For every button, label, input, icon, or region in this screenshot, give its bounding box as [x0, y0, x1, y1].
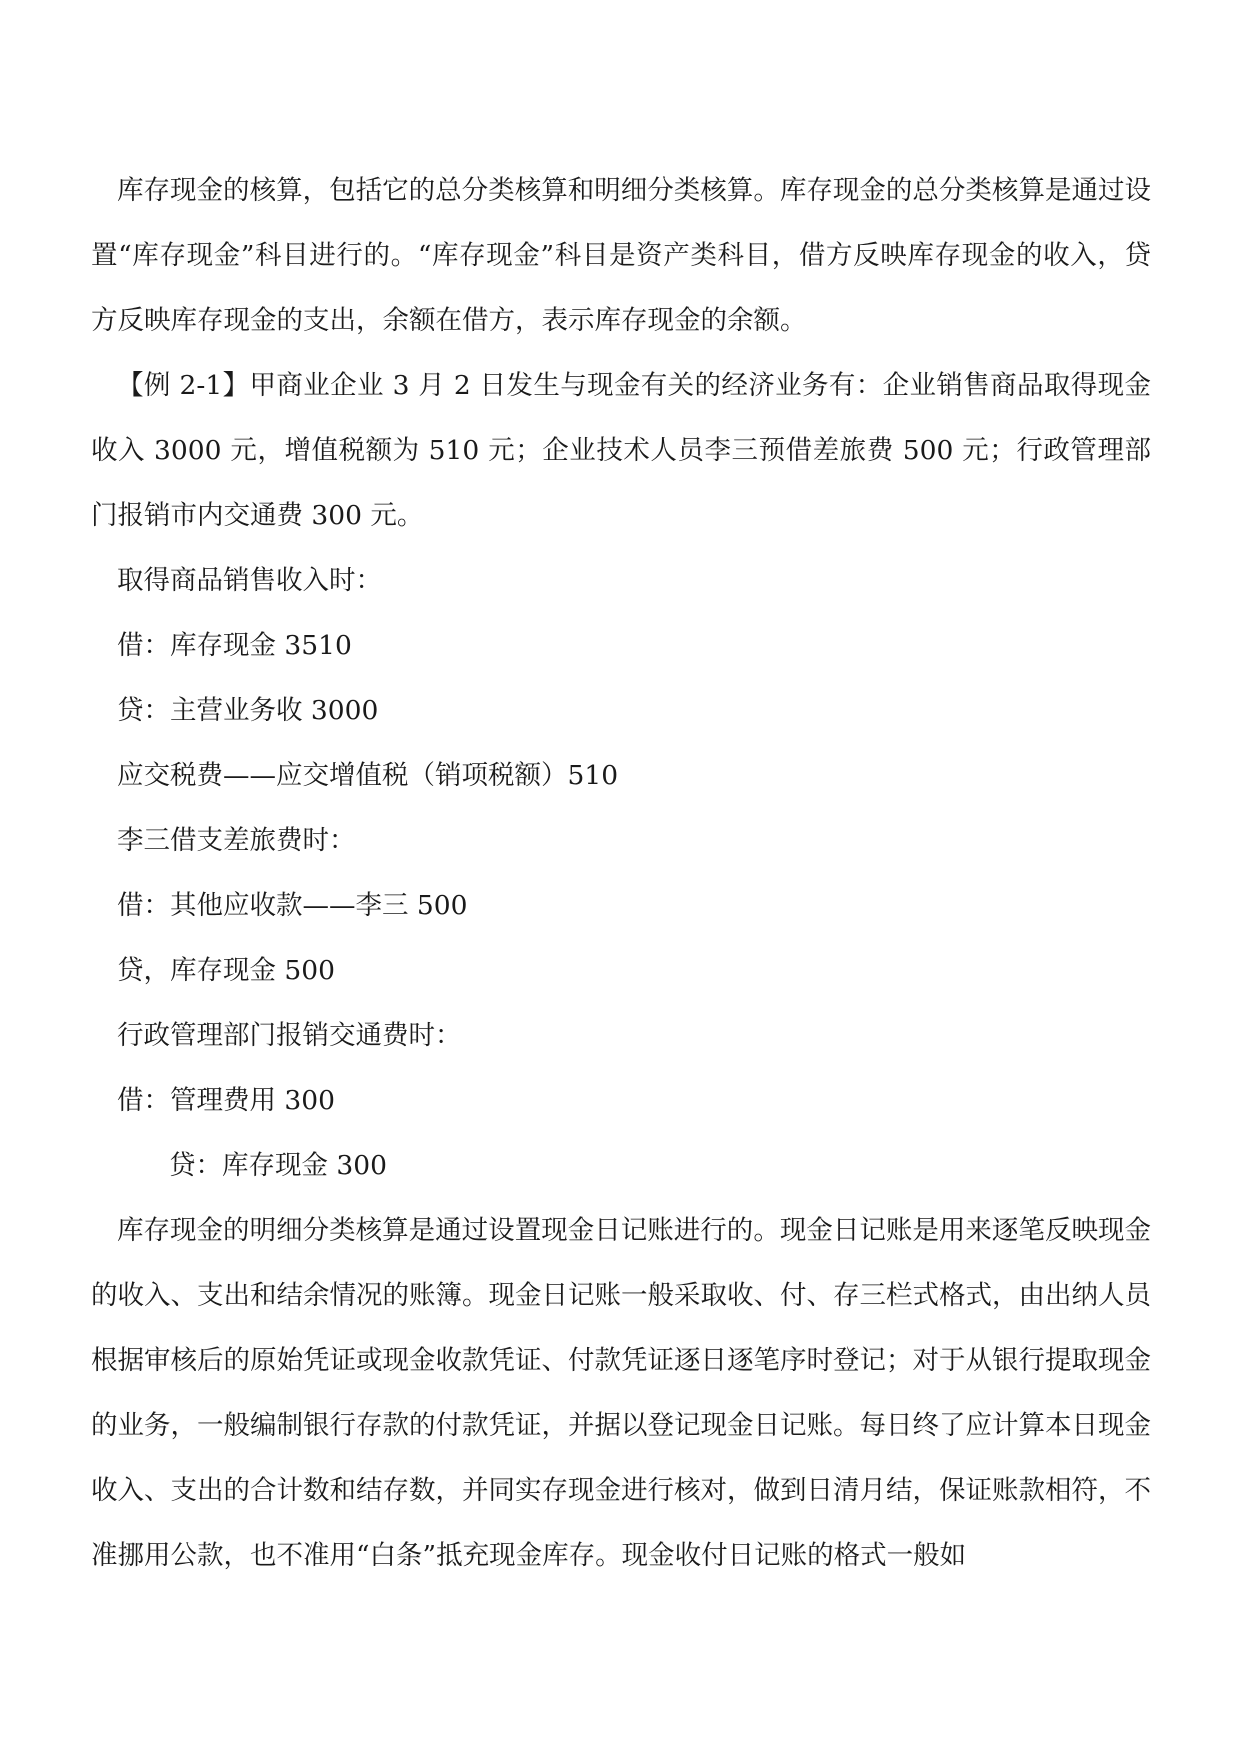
entry-line: 应交税费——应交增值税（销项税额）510 [117, 760, 619, 791]
entry-line: 借：其他应收款——李三 500 [117, 890, 468, 921]
entry-line: 借：管理费用 300 [117, 1085, 336, 1116]
entry-line-indented: 贷：库存现金 300 [169, 1150, 388, 1181]
paragraph-cash-journal: 库存现金的明细分类核算是通过设置现金日记账进行的。现金日记账是用来逐笔反映现金的收入、支出和结余情况的账簿。现金日记账一般采取收、付、存三栏式格式，由出纳人员根据审核后的原始凭证或现金收款凭证、付款凭证逐日逐笔序时登记；对于从银行提取现金的业务，一般编制银行存款的付款凭证，并据以登记现金日记账。每日终了应计算本日现金收入、支出的合计数和结存数，并同实存现金进行核对，做到日清月结，保证账款相符，不准挪用公款，也不准用“白条”抵充现金库存。现金收付日记账的格式一般如 [91, 1215, 1151, 1571]
entry-line: 借：库存现金 3510 [117, 630, 352, 661]
paragraph-cash-accounting-intro: 库存现金的核算，包括它的总分类核算和明细分类核算。库存现金的总分类核算是通过设置“库存现金”科目进行的。“库存现金”科目是资产类科目，借方反映库存现金的收入，贷方反映库存现金的支出，余额在借方，表示库存现金的余额。 [91, 175, 1151, 336]
document-body [91, 158, 1151, 1588]
entry-line: 李三借支差旅费时： [117, 825, 356, 856]
paragraph-example-2-1: 【例 2-1】甲商业企业 3 月 2 日发生与现金有关的经济业务有：企业销售商品取得现金收入 3000 元，增值税额为 510 元；企业技术人员李三预借差旅费 500 元；行政管理部门报销市内交通费 300 元。 [91, 370, 1151, 531]
entry-line: 贷，库存现金 500 [117, 955, 336, 986]
entry-line: 贷：主营业务收 3000 [117, 695, 379, 726]
entry-line: 行政管理部门报销交通费时： [117, 1020, 462, 1051]
entry-line: 取得商品销售收入时： [117, 565, 382, 596]
